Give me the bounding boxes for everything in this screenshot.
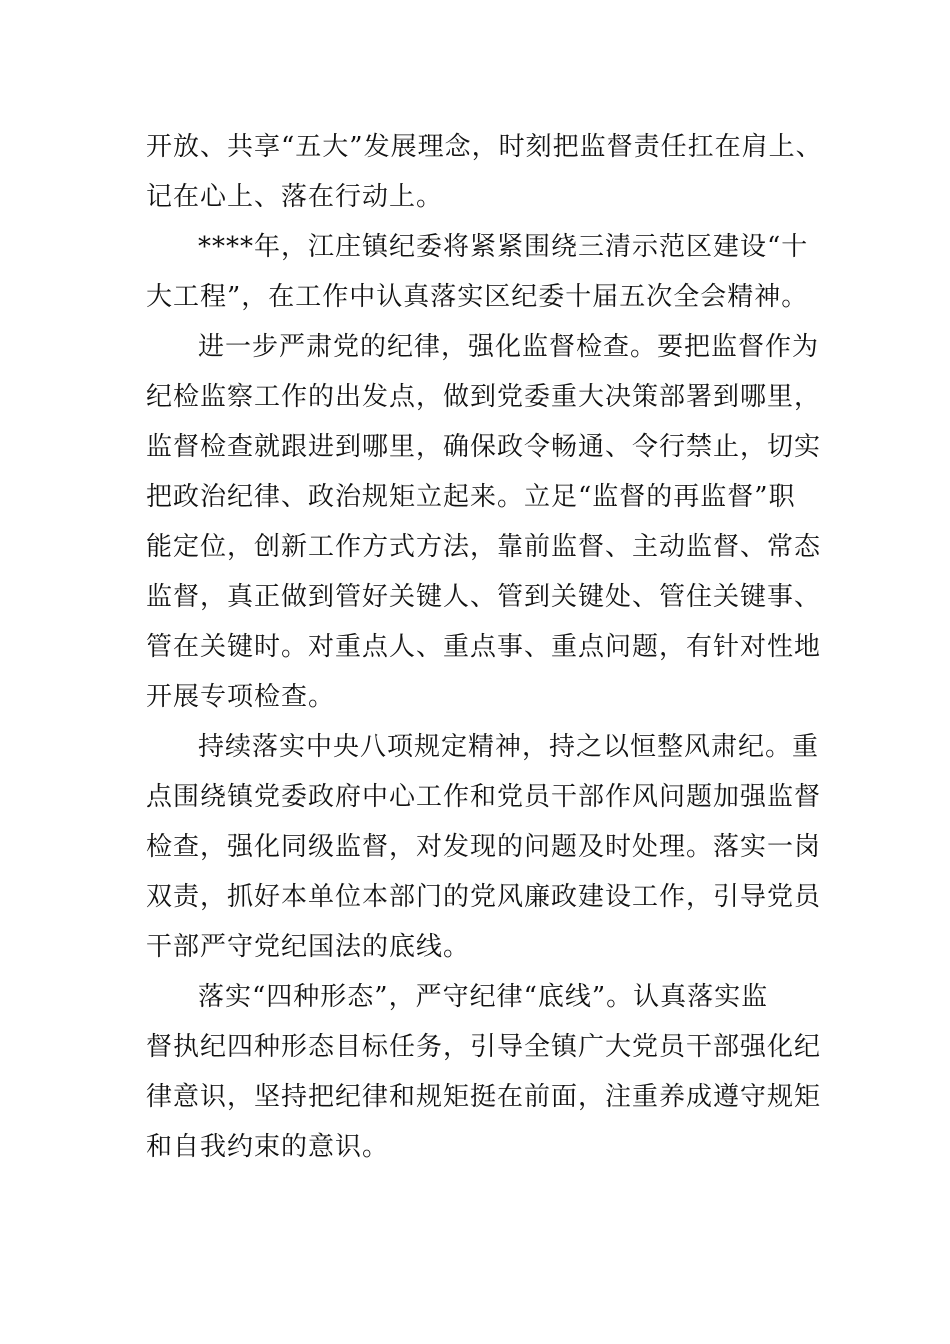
text-line: 记在心上、落在行动上。 xyxy=(146,182,444,212)
text-line: 管在关键时。对重点人、重点事、重点问题，有针对性地 xyxy=(146,632,822,662)
text-line: 开放、共享“五大”发展理念，时刻把监督责任扛在肩上、 xyxy=(146,132,823,162)
text-line: 能定位，创新工作方式方法，靠前监督、主动监督、常态 xyxy=(146,532,822,562)
text-line: ****年，江庄镇纪委将紧紧围绕三清示范区建设“十 xyxy=(198,232,809,262)
text-line: 和自我约束的意识。 xyxy=(146,1132,390,1162)
paragraph-continuation xyxy=(146,122,823,222)
text-line: 持续落实中央八项规定精神，持之以恒整风肃纪。重 xyxy=(198,732,820,762)
document-body xyxy=(146,122,823,1172)
paragraph-work-plan xyxy=(146,222,809,322)
text-line: 进一步严肃党的纪律，强化监督检查。要把监督作为 xyxy=(198,332,820,362)
text-line: 双责，抓好本单位本部门的党风廉政建设工作，引导党员 xyxy=(146,882,822,912)
text-line: 点围绕镇党委政府中心工作和党员干部作风问题加强监督 xyxy=(146,782,822,812)
text-line: 开展专项检查。 xyxy=(146,682,336,712)
paragraph-discipline xyxy=(146,322,822,722)
paragraph-eight-rules xyxy=(146,722,822,972)
text-line: 把政治纪律、政治规矩立起来。立足“监督的再监督”职 xyxy=(146,482,796,512)
text-line: 监督，真正做到管好关键人、管到关键处、管住关键事、 xyxy=(146,582,822,612)
text-line: 纪检监察工作的出发点，做到党委重大决策部署到哪里， xyxy=(146,382,822,412)
text-line: 检查，强化同级监督，对发现的问题及时处理。落实一岗 xyxy=(146,832,822,862)
text-line: 律意识，坚持把纪律和规矩挺在前面，注重养成遵守规矩 xyxy=(146,1082,822,1112)
text-line: 干部严守党纪国法的底线。 xyxy=(146,932,471,962)
paragraph-four-forms xyxy=(146,972,822,1172)
text-line: 督执纪四种形态目标任务，引导全镇广大党员干部强化纪 xyxy=(146,1032,822,1062)
text-line: 落实“四种形态”，严守纪律“底线”。认真落实监 xyxy=(198,982,769,1012)
text-line: 监督检查就跟进到哪里，确保政令畅通、令行禁止，切实 xyxy=(146,432,822,462)
text-line: 大工程”，在工作中认真落实区纪委十届五次全会精神。 xyxy=(146,282,809,312)
